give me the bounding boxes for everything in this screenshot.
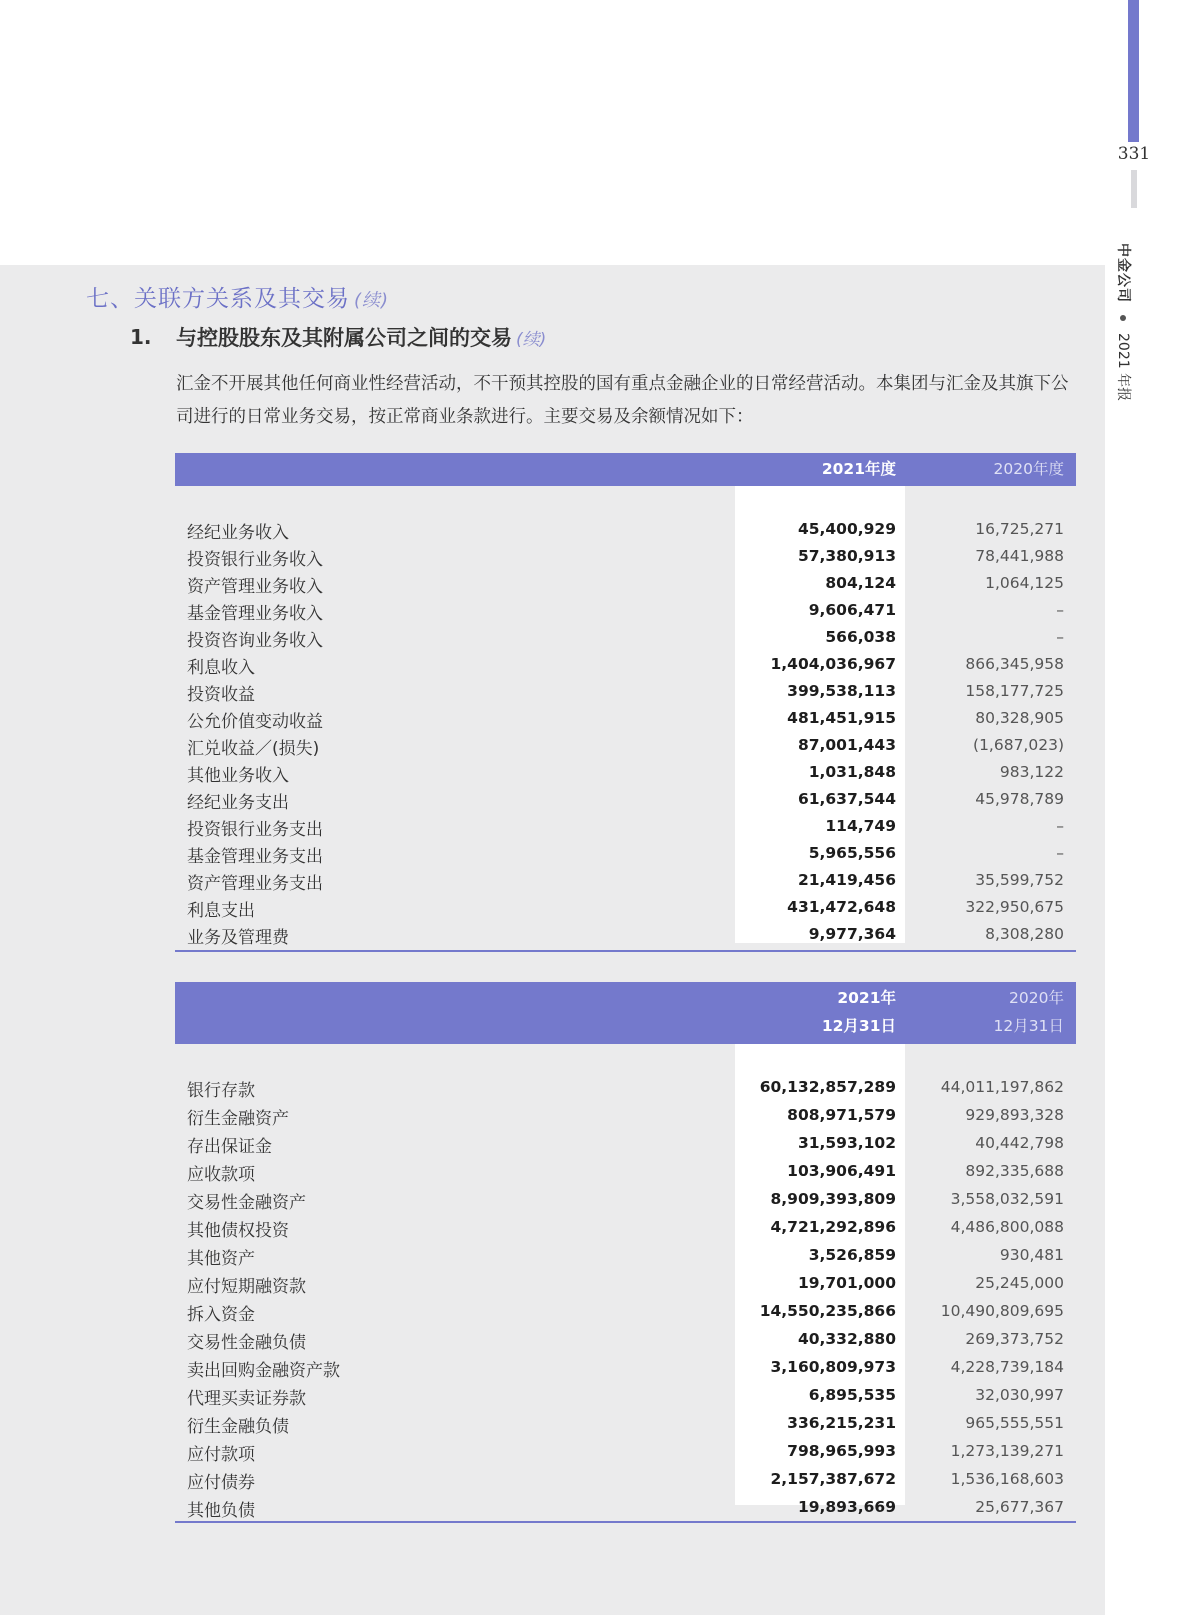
header-2021-year: 2021年 <box>837 989 896 1007</box>
subsection-title-text: 与控股股东及其附属公司之间的交易 <box>176 326 512 350</box>
value-2021: 19,701,000 <box>797 1274 896 1292</box>
table-row <box>175 651 1076 678</box>
table-row <box>175 1214 1076 1242</box>
value-2021: 9,977,364 <box>808 925 896 943</box>
value-2021: 114,749 <box>825 817 896 835</box>
balances-table <box>175 982 1076 1527</box>
table-row <box>175 1494 1076 1522</box>
row-label: 其他业务收入 <box>187 766 289 786</box>
table-bottom-rule <box>175 1521 1076 1523</box>
value-2020: 45,978,789 <box>975 790 1064 808</box>
table-bottom-rule <box>175 950 1076 952</box>
row-label: 应付债券 <box>187 1473 255 1493</box>
value-2020: 1,273,139,271 <box>950 1442 1064 1460</box>
row-label: 其他债权投资 <box>187 1221 289 1241</box>
value-2021: 399,538,113 <box>787 682 896 700</box>
value-2021: 1,404,036,967 <box>770 655 896 673</box>
row-label: 基金管理业务收入 <box>187 604 323 624</box>
row-label: 基金管理业务支出 <box>187 847 323 867</box>
subsection-continued-label: (续) <box>516 330 547 350</box>
value-2020: – <box>1056 601 1064 619</box>
value-2020: 269,373,752 <box>965 1330 1064 1348</box>
table-row <box>175 1438 1076 1466</box>
value-2020: 1,536,168,603 <box>950 1470 1064 1488</box>
row-label: 交易性金融负债 <box>187 1333 306 1353</box>
continued-label: (续) <box>354 290 390 311</box>
value-2021: 57,380,913 <box>797 547 896 565</box>
row-label: 利息收入 <box>187 658 255 678</box>
table-row <box>175 1298 1076 1326</box>
row-label: 其他负债 <box>187 1501 255 1521</box>
value-2020: 16,725,271 <box>975 520 1064 538</box>
value-2021: 19,893,669 <box>797 1498 896 1516</box>
header-2020-date: 12月31日 <box>993 1017 1064 1035</box>
row-label: 业务及管理费 <box>187 928 289 948</box>
table-header <box>175 982 1076 1044</box>
table-row <box>175 867 1076 894</box>
divider <box>1131 170 1137 208</box>
table-row <box>175 597 1076 624</box>
value-2021: 3,160,809,973 <box>770 1358 896 1376</box>
value-2020: 25,677,367 <box>975 1498 1064 1516</box>
table-row <box>175 543 1076 570</box>
value-2021: 481,451,915 <box>787 709 896 727</box>
value-2020: 1,064,125 <box>985 574 1064 592</box>
value-2020: 930,481 <box>999 1246 1064 1264</box>
value-2020: 965,555,551 <box>965 1414 1064 1432</box>
value-2021: 798,965,993 <box>787 1442 896 1460</box>
table-row <box>175 1466 1076 1494</box>
row-label: 投资银行业务支出 <box>187 820 323 840</box>
row-label: 存出保证金 <box>187 1137 272 1157</box>
row-label: 投资咨询业务收入 <box>187 631 323 651</box>
value-2021: 804,124 <box>825 574 896 592</box>
value-2021: 14,550,235,866 <box>759 1302 896 1320</box>
row-label: 应付款项 <box>187 1445 255 1465</box>
header-2020-year: 2020年 <box>1009 989 1064 1007</box>
table-row <box>175 786 1076 813</box>
header-2021: 2021年度 <box>821 460 896 478</box>
row-label: 经纪业务收入 <box>187 523 289 543</box>
table-row <box>175 1354 1076 1382</box>
row-label: 拆入资金 <box>187 1305 255 1325</box>
value-2021: 103,906,491 <box>787 1162 896 1180</box>
row-label: 投资银行业务收入 <box>187 550 323 570</box>
value-2020: 25,245,000 <box>975 1274 1064 1292</box>
table-row <box>175 705 1076 732</box>
value-2021: 40,332,880 <box>797 1330 896 1348</box>
table-row <box>175 732 1076 759</box>
subsection-number: 1. <box>130 325 152 349</box>
row-label: 代理买卖证券款 <box>187 1389 306 1409</box>
table-row <box>175 1382 1076 1410</box>
table-body <box>175 516 1076 948</box>
row-label: 利息支出 <box>187 901 255 921</box>
value-2021: 6,895,535 <box>808 1386 896 1404</box>
value-2021: 21,419,456 <box>797 871 896 889</box>
section-title-text: 七、关联方关系及其交易 <box>86 286 350 312</box>
value-2020: 892,335,688 <box>965 1162 1064 1180</box>
page-number: 331 <box>1117 144 1151 164</box>
transactions-table <box>175 453 1076 953</box>
value-2021: 3,526,859 <box>808 1246 896 1264</box>
table-row <box>175 894 1076 921</box>
value-2021: 31,593,102 <box>797 1134 896 1152</box>
value-2020: – <box>1056 817 1064 835</box>
table-row <box>175 1186 1076 1214</box>
value-2021: 336,215,231 <box>787 1414 896 1432</box>
value-2021: 9,606,471 <box>808 601 896 619</box>
table-row <box>175 1270 1076 1298</box>
row-label: 应收款项 <box>187 1165 255 1185</box>
value-2020: 4,486,800,088 <box>950 1218 1064 1236</box>
value-2021: 8,909,393,809 <box>770 1190 896 1208</box>
row-label: 其他资产 <box>187 1249 255 1269</box>
table-row <box>175 516 1076 543</box>
subsection-title <box>176 322 546 352</box>
value-2020: 10,490,809,695 <box>940 1302 1064 1320</box>
value-2021: 431,472,648 <box>787 898 896 916</box>
header-2021-date: 12月31日 <box>821 1017 896 1035</box>
row-label: 银行存款 <box>187 1081 255 1101</box>
table-row <box>175 678 1076 705</box>
table-header <box>175 453 1076 486</box>
value-2020: 78,441,988 <box>975 547 1064 565</box>
value-2020: 40,442,798 <box>975 1134 1064 1152</box>
table-row <box>175 1242 1076 1270</box>
value-2020: 44,011,197,862 <box>940 1078 1064 1096</box>
company-name: 中金公司 <box>1115 243 1131 303</box>
separator-dot-icon <box>1120 315 1126 321</box>
section-title <box>86 280 389 313</box>
value-2020: 3,558,032,591 <box>950 1190 1064 1208</box>
value-2021: 87,001,443 <box>797 736 896 754</box>
row-label: 公允价值变动收益 <box>187 712 323 732</box>
table-row <box>175 1326 1076 1354</box>
value-2021: 4,721,292,896 <box>770 1218 896 1236</box>
report-name: 2021 年报 <box>1115 333 1131 402</box>
value-2021: 5,965,556 <box>808 844 896 862</box>
table-row <box>175 1158 1076 1186</box>
value-2020: 32,030,997 <box>975 1386 1064 1404</box>
value-2021: 45,400,929 <box>797 520 896 538</box>
table-row <box>175 1130 1076 1158</box>
value-2020: 866,345,958 <box>965 655 1064 673</box>
table-row <box>175 1102 1076 1130</box>
value-2021: 61,637,544 <box>797 790 896 808</box>
value-2020: 4,228,739,184 <box>950 1358 1064 1376</box>
row-label: 卖出回购金融资产款 <box>187 1361 340 1381</box>
table-body <box>175 1074 1076 1522</box>
table-row <box>175 759 1076 786</box>
table-row <box>175 840 1076 867</box>
value-2021: 2,157,387,672 <box>770 1470 896 1488</box>
value-2021: 1,031,848 <box>808 763 896 781</box>
row-label: 投资收益 <box>187 685 255 705</box>
table-row <box>175 570 1076 597</box>
row-label: 经纪业务支出 <box>187 793 289 813</box>
value-2020: – <box>1056 628 1064 646</box>
value-2021: 60,132,857,289 <box>759 1078 896 1096</box>
header-2020: 2020年度 <box>993 460 1064 478</box>
value-2020: 80,328,905 <box>975 709 1064 727</box>
value-2020: 158,177,725 <box>965 682 1064 700</box>
value-2020: – <box>1056 844 1064 862</box>
accent-bar <box>1128 0 1139 142</box>
row-label: 资产管理业务支出 <box>187 874 323 894</box>
table-row <box>175 1074 1076 1102</box>
table-row <box>175 921 1076 948</box>
table-row <box>175 813 1076 840</box>
value-2021: 808,971,579 <box>787 1106 896 1124</box>
row-label: 衍生金融负债 <box>187 1417 289 1437</box>
row-label: 应付短期融资款 <box>187 1277 306 1297</box>
row-label: 资产管理业务收入 <box>187 577 323 597</box>
value-2020: 8,308,280 <box>985 925 1064 943</box>
row-label: 汇兑收益／(损失) <box>187 739 320 759</box>
value-2020: 983,122 <box>999 763 1064 781</box>
row-label: 交易性金融资产 <box>187 1193 306 1213</box>
intro-paragraph: 汇金不开展其他任何商业性经营活动，不干预其控股的国有重点金融企业的日常经营活动。本集团与汇金及其旗下公司进行的日常业务交易，按正常商业条款进行。主要交易及余额情况如下： <box>176 374 1069 427</box>
row-label: 衍生金融资产 <box>187 1109 289 1129</box>
table-row <box>175 624 1076 651</box>
value-2021: 566,038 <box>825 628 896 646</box>
value-2020: 929,893,328 <box>965 1106 1064 1124</box>
value-2020: 322,950,675 <box>965 898 1064 916</box>
running-header <box>1114 243 1134 401</box>
table-row <box>175 1410 1076 1438</box>
value-2020: (1,687,023) <box>973 736 1064 754</box>
value-2020: 35,599,752 <box>975 871 1064 889</box>
